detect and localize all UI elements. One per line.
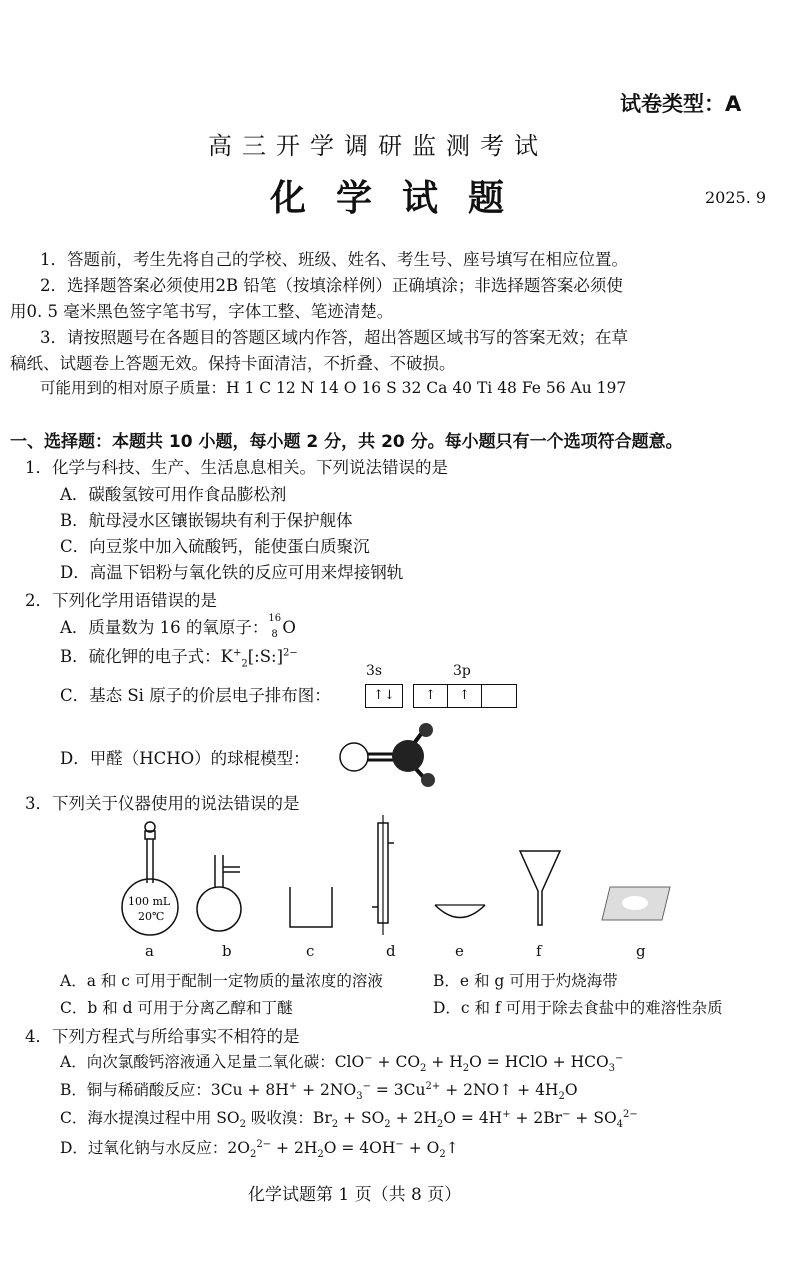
wire-gauze-g <box>602 887 670 920</box>
q4-d-sup1: 2− <box>256 1138 272 1150</box>
q4-d-sup2: − <box>395 1138 404 1150</box>
q4-c-sup2: − <box>562 1108 571 1120</box>
atomic-masses: 可能用到的相对原子质量：H 1 C 12 N 14 O 16 S 32 Ca 40 Ti 48 Fe 56 Au 197 <box>40 379 627 397</box>
q4-a-sup1: − <box>364 1052 373 1064</box>
q4-b-part5: O <box>564 1081 578 1099</box>
q4-c-sub4: 2 <box>436 1119 444 1131</box>
q1-option-a: A．碳酸氢铵可用作食品膨松剂 <box>60 485 287 504</box>
page-footer: 化学试题第 1 页（共 8 页） <box>248 1185 462 1205</box>
q4-b-sup1: + <box>288 1080 298 1092</box>
q4-d-part4: + O <box>403 1139 440 1157</box>
q4-option-b <box>60 1078 578 1102</box>
distilling-flask-b <box>197 855 241 931</box>
q4-d-part2: + 2H <box>271 1139 318 1157</box>
q2-option-b <box>60 643 298 669</box>
q1-option-c: C．向豆浆中加入硫酸钙，能使蛋白质聚沉 <box>60 537 370 556</box>
apparatus-label-d: d <box>386 942 396 960</box>
apparatus-figure <box>110 815 690 940</box>
q4-b-sup3: 2+ <box>425 1080 441 1092</box>
q1-option-d: D．高温下铝粉与氧化铁的反应可用来焊接钢轨 <box>60 563 404 582</box>
q4-c-part6: + 2Br <box>510 1109 563 1127</box>
q3-option-a: A．a 和 c 可用于配制一定物质的量浓度的溶液 <box>60 972 383 990</box>
cation-count: 2 <box>241 658 248 670</box>
q4-d-arrow: ↑ <box>445 1139 459 1157</box>
page-title: 化学试题 <box>270 178 535 219</box>
apparatus-label-a: a <box>145 942 154 960</box>
paper-type: 试卷类型：A <box>620 92 742 116</box>
q4-a-part1: A．向次氯酸钙溶液通入足量二氧化碳：ClO <box>60 1053 365 1071</box>
q4-c-sup3: 2− <box>623 1108 638 1120</box>
q4-a-sub2: 2 <box>462 1063 470 1075</box>
beaker-c <box>290 887 332 927</box>
q3-option-d: D．c 和 f 可用于除去食盐中的难溶性杂质 <box>433 999 723 1017</box>
orbital-3p-group <box>413 684 517 708</box>
q4-a-part4: O = HClO + HCO <box>469 1053 609 1071</box>
q4-a-part2: + CO <box>372 1053 421 1071</box>
apparatus-label-c: c <box>306 942 315 960</box>
anion-charge: 2− <box>283 647 298 659</box>
section-heading: 一、选择题：本题共 10 小题，每小题 2 分，共 20 分。每小题只有一个选项符合题意。 <box>10 432 683 452</box>
orbital-3p-cell-2: ↑ <box>448 685 482 707</box>
electron-formula-cation: K <box>220 647 233 666</box>
q4-c-part2: 吸收溴：Br <box>246 1109 332 1127</box>
isotope-mass: 16 <box>268 612 282 624</box>
q3-option-b: B．e 和 g 可用于灼烧海带 <box>433 972 618 990</box>
evaporating-dish-e <box>435 905 485 918</box>
q4-option-a <box>60 1050 623 1074</box>
q3-option-c: C．b 和 d 可用于分离乙醇和丁醚 <box>60 999 293 1017</box>
q4-c-sub1: 2 <box>239 1119 246 1131</box>
q4-stem: 4．下列方程式与所给事实不相符的是 <box>25 1027 300 1046</box>
condenser-d <box>372 815 394 935</box>
q4-d-sub1: 2 <box>250 1149 257 1161</box>
apparatus-label-f: f <box>536 942 542 960</box>
q4-b-part1: B．铜与稀硝酸反应：3Cu + 8H <box>60 1081 289 1099</box>
formaldehyde-ball-stick-model <box>336 718 446 790</box>
volumetric-flask-a <box>122 822 178 935</box>
q4-d-sub2: 2 <box>317 1149 324 1161</box>
notice-line-4: 3．请按照题号在各题目的答题区域内作答，超出答题区域书写的答案无效；在草 <box>40 328 628 347</box>
isotope-number: 8 <box>271 628 278 640</box>
q4-d-part1: D．过氧化钠与水反应：2O <box>60 1139 250 1157</box>
orbital-3s-label: 3s <box>366 663 383 679</box>
notice-line-5: 稿纸、试题卷上答题无效。保持卡面清洁，不折叠、不破损。 <box>10 354 456 373</box>
q1-option-b: B．航母浸水区镶嵌锡块有利于保护舰体 <box>60 511 353 530</box>
q4-c-sub5: 4 <box>616 1119 624 1131</box>
q1-stem: 1．化学与科技、生产、生活息息相关。下列说法错误的是 <box>25 458 448 477</box>
q2-stem: 2．下列化学用语错误的是 <box>25 591 217 610</box>
q4-b-sub2: 2 <box>558 1091 565 1103</box>
q4-a-part3: + H <box>426 1053 463 1071</box>
q4-c-part7: + SO <box>570 1109 617 1127</box>
apparatus-label-b: b <box>222 942 232 960</box>
q2-option-b-text: B．硫化钾的电子式： <box>60 647 221 666</box>
q3-stem: 3．下列关于仪器使用的说法错误的是 <box>25 794 300 813</box>
q4-d-part3: O = 4OH <box>323 1139 396 1157</box>
q4-c-sup1: + <box>502 1108 511 1120</box>
q4-b-sup2: − <box>362 1080 371 1092</box>
flask-volume-label: 100 mL <box>128 895 171 908</box>
notice-line-3: 用0. 5 毫米黑色签字笔书写，字体工整、笔迹清楚。 <box>10 302 394 321</box>
q2-option-d: D．甲醛（HCHO）的球棍模型： <box>60 749 310 768</box>
q4-c-part4: + 2H <box>390 1109 437 1127</box>
q4-option-d <box>60 1136 459 1160</box>
orbital-3p-cell-1: ↑ <box>414 685 448 707</box>
q4-c-part5: O = 4H <box>443 1109 503 1127</box>
q4-c-part1: C．海水提溴过程中用 SO <box>60 1109 240 1127</box>
q4-b-part3: = 3Cu <box>370 1081 426 1099</box>
notice-line-1: 1．答题前，考生先将自己的学校、班级、姓名、考生号、座号填写在相应位置。 <box>40 250 628 269</box>
orbital-3p-label: 3p <box>453 663 471 679</box>
funnel-f <box>520 851 560 925</box>
isotope-symbol: O <box>282 618 296 637</box>
apparatus-label-e: e <box>455 942 464 960</box>
q2-option-c: C．基态 Si 原子的价层电子排布图： <box>60 686 331 705</box>
notice-line-2: 2．选择题答案必须使用2B 铅笔（按填涂样例）正确填涂；非选择题答案必须使 <box>40 276 623 295</box>
exam-date: 2025. 9 <box>705 188 767 207</box>
flask-temp-label: 20℃ <box>138 910 165 923</box>
q4-d-sub3: 2 <box>439 1149 446 1161</box>
cation-charge: + <box>232 647 242 659</box>
q4-b-sub1: 3 <box>356 1091 363 1103</box>
q4-c-sub3: 2 <box>384 1119 391 1131</box>
q2-option-a-text: A．质量数为 16 的氧原子： <box>60 618 269 637</box>
q4-b-part4: + 2NO↑ + 4H <box>440 1081 559 1099</box>
q2-option-a <box>60 614 296 638</box>
apparatus-label-g: g <box>636 942 646 960</box>
orbital-3p-cell-3 <box>482 685 515 707</box>
exam-subtitle: 高三开学调研监测考试 <box>208 132 548 160</box>
q4-option-c <box>60 1106 638 1130</box>
q4-b-part2: + 2NO <box>297 1081 357 1099</box>
electron-formula-anion: [:S:] <box>247 647 284 666</box>
q4-c-part3: + SO <box>338 1109 385 1127</box>
q4-a-sub1: 2 <box>420 1063 427 1075</box>
q4-a-sub3: 3 <box>608 1063 616 1075</box>
q4-c-sub2: 2 <box>331 1119 339 1131</box>
orbital-3s-box: ↑↓ <box>365 684 403 708</box>
q4-a-sup2: − <box>615 1052 624 1064</box>
